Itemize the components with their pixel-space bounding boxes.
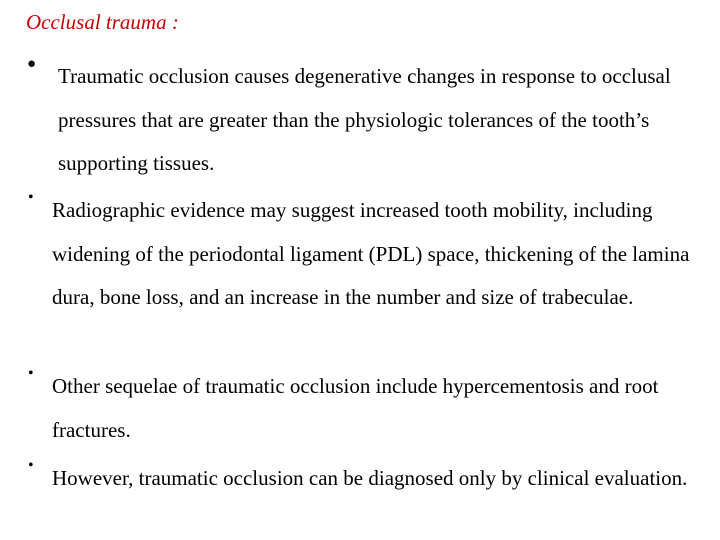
bullet-dot-icon: • <box>28 365 34 382</box>
bullet-item <box>24 55 704 186</box>
slide-title: Occlusal trauma : <box>26 10 179 34</box>
bullet-dot-icon: • <box>28 457 34 474</box>
bullet-item <box>24 365 704 452</box>
bullet-text: However, traumatic occlusion can be diagnosed only by clinical evaluation. <box>52 466 688 490</box>
bullet-dot-icon: ● <box>27 56 37 72</box>
bullet-text: Traumatic occlusion causes degenerative changes in response to occlusal pressures that are greater than the physiologic tolerances of the tooth’s supporting tissues. <box>58 64 671 175</box>
bullet-dot-icon: • <box>28 189 34 206</box>
bullet-text: Other sequelae of traumatic occlusion include hypercementosis and root fractures. <box>52 374 659 442</box>
bullet-item <box>24 189 704 320</box>
bullet-item <box>24 457 704 501</box>
bullet-text: Radiographic evidence may suggest increased tooth mobility, including widening of the periodontal ligament (PDL) space, thickening of the lamina dura, bone loss, and an increase in the number and size of trabeculae. <box>52 198 690 309</box>
